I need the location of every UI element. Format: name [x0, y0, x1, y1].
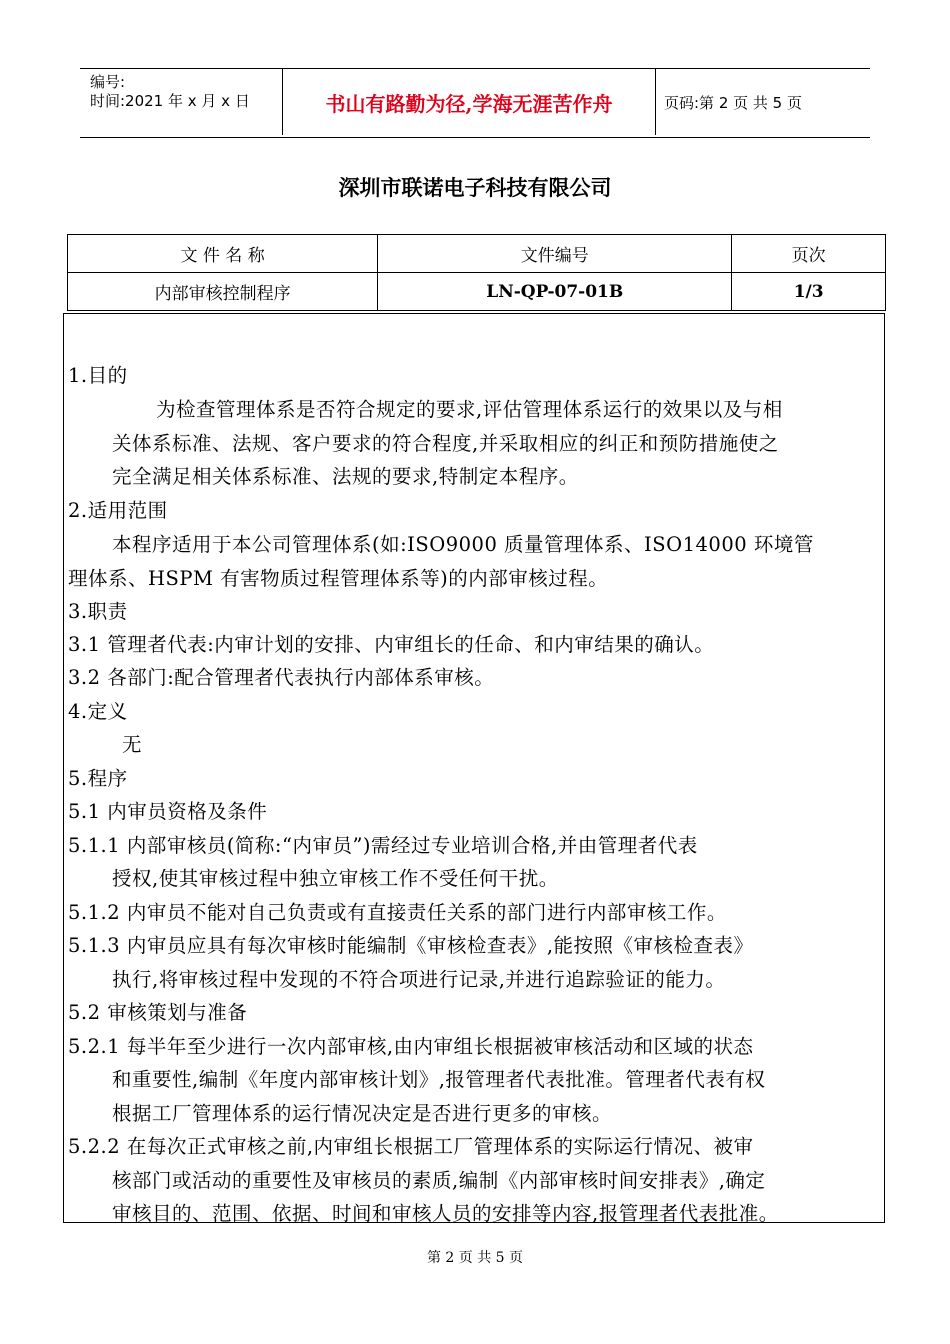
table-value-row [68, 273, 886, 311]
section-heading: 3.职责 [68, 600, 128, 623]
header-info [90, 73, 250, 111]
code-label: 编号: [90, 73, 126, 91]
paragraph-line: 完全满足相关体系标准、法规的要求,特制定本程序。 [112, 465, 579, 488]
section-heading: 5.程序 [68, 767, 128, 790]
header-doc-number: 文件编号 [378, 235, 732, 273]
header-motto: 书山有路勤为径,学海无涯苦作舟 [282, 69, 656, 135]
page-header [80, 68, 870, 138]
paragraph-line: 3.2 各部门:配合管理者代表执行内部体系审核。 [68, 666, 495, 689]
header-page-count: 页次 [732, 235, 886, 273]
document-info-table [67, 234, 886, 311]
paragraph-line: 5.2.2 在每次正式审核之前,内审组长根据工厂管理体系的实际运行情况、被审 [68, 1135, 754, 1158]
paragraph-line: 授权,使其审核过程中独立审核工作不受任何干扰。 [112, 867, 559, 890]
paragraph-line: 3.1 管理者代表:内审计划的安排、内审组长的任命、和内审结果的确认。 [68, 633, 715, 656]
paragraph-line: 5.1.2 内审员不能对自己负责或有直接责任关系的部门进行内部审核工作。 [68, 901, 727, 924]
paragraph-line: 核部门或活动的重要性及审核员的素质,编制《内部审核时间安排表》,确定 [112, 1169, 766, 1192]
section-heading: 4.定义 [68, 700, 128, 723]
paragraph-line: 根据工厂管理体系的运行情况决定是否进行更多的审核。 [112, 1102, 613, 1125]
paragraph-line: 5.1.1 内部审核员(简称:“内审员”)需经过专业培训合格,并由管理者代表 [68, 834, 698, 857]
doc-name-value: 内部审核控制程序 [68, 273, 378, 311]
paragraph-line: 5.1.3 内审员应具有每次审核时能编制《审核检查表》,能按照《审核检查表》 [68, 934, 754, 957]
page-footer: 第 2 页 共 5 页 [426, 1250, 524, 1266]
paragraph-line: 理体系、HSPM 有害物质过程管理体系等)的内部审核过程。 [68, 567, 609, 590]
paragraph-line: 本程序适用于本公司管理体系(如:ISO9000 质量管理体系、ISO14000 环境管 [112, 533, 814, 556]
section-heading: 2.适用范围 [68, 499, 168, 522]
header-page-info: 页码:第 2 页 共 5 页 [664, 93, 802, 112]
doc-number-value: LN-QP-07-01B [378, 273, 732, 311]
section-heading: 1.目的 [68, 364, 128, 387]
paragraph-line: 执行,将审核过程中发现的不符合项进行记录,并进行追踪验证的能力。 [112, 968, 726, 991]
paragraph-line: 为检查管理体系是否符合规定的要求,评估管理体系运行的效果以及与相 [156, 398, 783, 421]
paragraph-line: 无 [122, 733, 143, 756]
paragraph-line: 5.2.1 每半年至少进行一次内部审核,由内审组长根据被审核活动和区域的状态 [68, 1035, 754, 1058]
paragraph-line: 审核目的、范围、依据、时间和审核人员的安排等内容,报管理者代表批准。 [112, 1202, 779, 1225]
header-doc-name: 文 件 名 称 [68, 235, 378, 273]
paragraph-line: 关体系标准、法规、客户要求的符合程度,并采取相应的纠正和预防措施使之 [112, 432, 779, 455]
paragraph-line: 和重要性,编制《年度内部审核计划》,报管理者代表批准。管理者代表有权 [112, 1068, 766, 1091]
subsection-heading: 5.2 审核策划与准备 [68, 1001, 248, 1024]
company-title: 深圳市联诺电子科技有限公司 [338, 176, 612, 200]
subsection-heading: 5.1 内审员资格及条件 [68, 800, 268, 823]
time-label: 时间:2021 年 x 月 x 日 [90, 92, 250, 110]
table-header-row [68, 235, 886, 273]
page-count-value: 1/3 [732, 273, 886, 311]
